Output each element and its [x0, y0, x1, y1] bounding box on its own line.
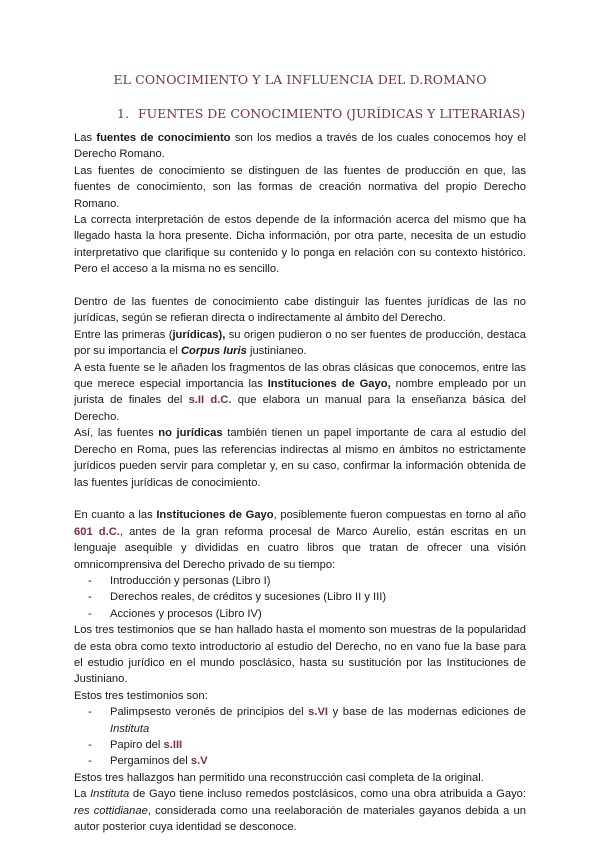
- list-item: [88, 753, 526, 769]
- text-run: Palimpsesto veronés de principios del: [110, 706, 309, 719]
- term-fuentes-de-conocimiento: fuentes de conocimiento: [96, 132, 231, 144]
- text-run: Entre las primeras (: [74, 328, 173, 341]
- highlight-date: s.VI: [308, 706, 329, 719]
- text-run: Papiro del: [110, 739, 164, 751]
- paragraph-definition: [74, 130, 526, 163]
- list-item: - Derechos reales, de créditos y sucesiones (Libro II y III): [88, 589, 526, 605]
- term-instituciones-de-gayo: Instituciones de Gayo: [156, 509, 274, 522]
- term-instituciones-de-gayo: Instituciones de Gayo,: [267, 378, 391, 391]
- term-instituta: Instituta: [90, 788, 130, 801]
- text-run: justinianeo.: [246, 345, 307, 358]
- highlight-date: s.II d.C.: [188, 394, 232, 407]
- paragraph-gap: [74, 278, 526, 294]
- document-title: EL CONOCIMIENTO Y LA INFLUENCIA DEL D.ROMANO: [113, 72, 487, 87]
- highlight-date: s.III: [163, 739, 183, 751]
- text-run: que elabora un manual para la enseñanza básica del Derecho.: [74, 394, 526, 423]
- text-run: son los medios a través de los cuales conocemos hoy el Derecho Romano.: [74, 132, 526, 161]
- paragraph-juridicas: [74, 327, 526, 360]
- text-run: Así, las fuentes: [74, 427, 159, 440]
- document-body: [74, 130, 526, 835]
- books-list: [74, 573, 526, 622]
- testimonies-list: [74, 704, 526, 770]
- list-item: [88, 704, 526, 737]
- term-no-juridicas: no jurídicas: [158, 427, 223, 440]
- text-run: nombre empleado por un jurista de finales del: [74, 378, 526, 407]
- term-instituta: Instituta: [110, 722, 150, 735]
- paragraph-classification: Dentro de las fuentes de conocimiento cabe distinguir las fuentes jurídicas de las no jurídicas, según se refieran directa o indirectamente al ámbito del Derecho.: [74, 296, 526, 325]
- list-item: - Acciones y procesos (Libro IV): [88, 606, 526, 622]
- paragraph-instituta: [74, 786, 526, 835]
- highlight-date: s.V: [190, 755, 208, 768]
- text-run: , considerada como una reelaboración de materiales gayanos debida a un autor posterior cuya identidad se desconoce.: [74, 804, 526, 834]
- section-heading-text: FUENTES DE CONOCIMIENTO (JURÍDICAS Y LITERARIAS): [138, 106, 526, 121]
- list-item: [88, 737, 526, 753]
- paragraph-interpretation: La correcta interpretación de estos depende de la información acerca del mismo que ha llegado hasta la hora presente. Dicha información, por otra parte, necesita de un estudio interpretativo que clarifique su contenido y lo ponga en relación con su contexto histórico. Pero el acceso a la misma no es sencillo.: [74, 214, 526, 276]
- text-run: su origen pudieron o no ser fuentes de producción, destaca por su importancia el: [74, 328, 526, 358]
- text-run: En cuanto a las: [74, 509, 157, 522]
- section-number: 1.: [117, 106, 129, 121]
- text-run: A esta fuente se le añaden los fragmentos de las obras clásicas que conocemos, entre las que merece especial importancia las: [74, 361, 526, 391]
- text-run: Las: [74, 132, 97, 144]
- term-corpus-iuris: Corpus Iuris: [180, 345, 247, 358]
- section-heading: [117, 106, 525, 121]
- paragraph-testimonies: Los tres testimonios que se han hallado hasta el momento son muestras de la popularidad de esta obra como texto introductorio al estudio del Derecho, no en vano fue la base para el estudio jurídico en el mundo posclásico, hasta su sustitución por las Instituciones de Justiniano.: [74, 624, 526, 686]
- term-juridicas: jurídicas),: [172, 328, 226, 341]
- paragraph-fragments: [74, 360, 526, 426]
- paragraph-testimonies-intro: Estos tres testimonios son:: [74, 689, 208, 702]
- paragraph-no-juridicas: [74, 425, 526, 491]
- paragraph-reconstruction: Estos tres hallazgos han permitido una reconstrucción casi completa de la original.: [74, 771, 484, 784]
- text-run: también tienen un papel importante de cara al estudio del Derecho en Roma, pues las referencias indirectas al mismo en ámbitos no estrictamente jurídicos pueden servir para completar y, en su caso, confirmar la información obtenida de las fuentes jurídicas de conocimiento.: [74, 427, 526, 489]
- highlight-date: 601 d.C.: [74, 525, 120, 538]
- text-run: y base de las modernas ediciones de: [328, 706, 526, 719]
- text-run: La: [74, 788, 91, 801]
- text-run: , antes de la gran reforma procesal de Marco Aurelio, están escritas en un lenguaje asequible y divididas en cuatro libros que tratan de ofrecer una visión omnicomprensiva del Derecho privado de su tiempo:: [74, 525, 526, 571]
- text-run: Pergaminos del: [110, 755, 191, 768]
- paragraph-distinction: Las fuentes de conocimiento se distinguen de las fuentes de producción en que, las fuentes de conocimiento, son las formas de creación normativa del propio Derecho Romano.: [74, 164, 526, 210]
- paragraph-gap: [74, 491, 526, 507]
- term-res-cottidianae: res cottidianae: [74, 804, 148, 817]
- list-item: - Introducción y personas (Libro I): [88, 573, 526, 589]
- text-run: de Gayo tiene incluso remedos postclásicos, como una obra atribuida a Gayo:: [129, 788, 526, 801]
- text-run: , posiblemente fueron compuestas en torno al año: [273, 509, 526, 522]
- paragraph-gayo: [74, 507, 526, 573]
